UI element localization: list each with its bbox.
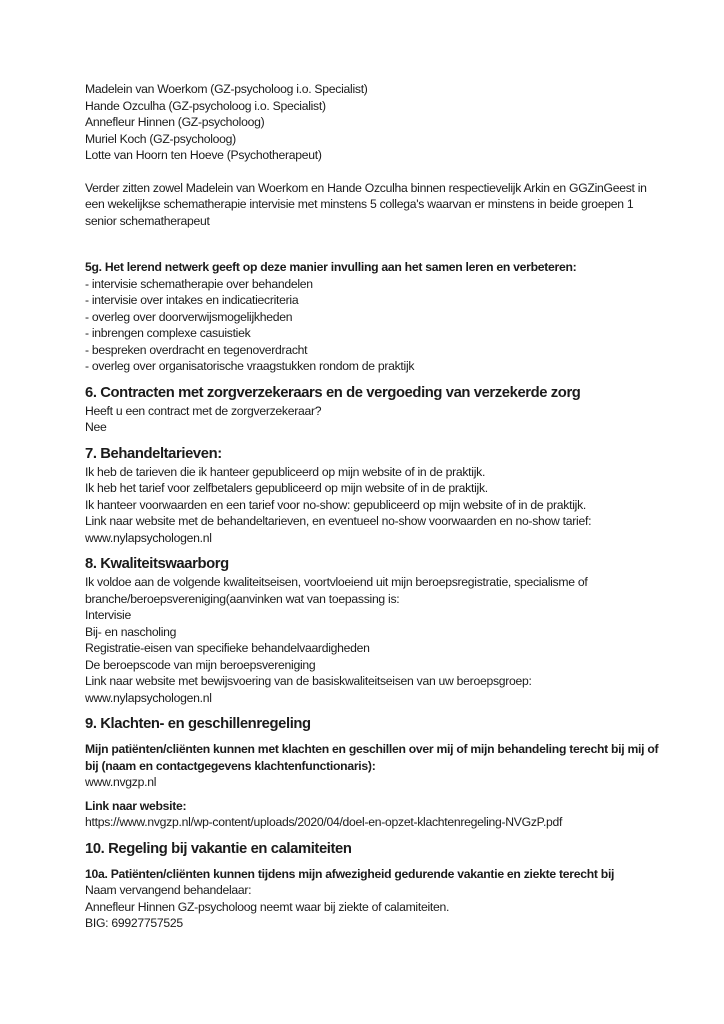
staff-member-line: Hande Ozculha (GZ-psycholoog i.o. Specialist) xyxy=(85,98,326,113)
section-5g-item: - bespreken overdracht en tegenoverdracht xyxy=(85,342,308,357)
section-8 xyxy=(85,555,659,706)
section-9-link-url: https://www.nvgzp.nl/wp-content/uploads/2020/04/doel-en-opzet-klachtenregeling-NVGzP.pdf xyxy=(85,815,563,829)
section-5g xyxy=(85,259,659,375)
staff-list xyxy=(85,81,659,164)
section-6-question: Heeft u een contract met de zorgverzekeraar? xyxy=(85,403,322,418)
staff-member-line: Lotte van Hoorn ten Hoeve (Psychotherapeut) xyxy=(85,148,322,162)
staff-member-line: Muriel Koch (GZ-psycholoog) xyxy=(85,131,236,146)
section-9-link-label: Link naar website: xyxy=(85,798,187,813)
section-7-line: Ik heb het tarief voor zelfbetalers gepubliceerd op mijn website of in de praktijk. xyxy=(85,481,488,495)
section-6-heading: 6. Contracten met zorgverzekeraars en de vergoeding van verzekerde zorg xyxy=(85,384,581,401)
section-8-item: De beroepscode van mijn beroepsvereniging xyxy=(85,657,316,672)
section-8-item: Registratie-eisen van specifieke behandelvaardigheden xyxy=(85,641,370,655)
section-7-line: Ik heb de tarieven die ik hanteer gepubliceerd op mijn website of in de praktijk. xyxy=(85,464,486,479)
section-7-line: Link naar website met de behandeltarieven, en eventueel no-show voorwaarden en no-show tarief: xyxy=(85,514,592,528)
section-5g-item: - intervisie over intakes en indicatiecriteria xyxy=(85,293,299,307)
section-7-website-link: www.nylapsychologen.nl xyxy=(85,530,212,545)
section-7 xyxy=(85,445,659,547)
section-5g-item: - overleg over doorverwijsmogelijkheden xyxy=(85,309,293,324)
section-10 xyxy=(85,840,659,932)
section-7-line: Ik hanteer voorwaarden en een tarief voor no-show: gepubliceerd op mijn website of in de praktijk. xyxy=(85,497,586,512)
replacement-practitioner-label: Naam vervangend behandelaar: xyxy=(85,883,252,897)
section-8-item: Intervisie xyxy=(85,608,131,622)
section-6-answer: Nee xyxy=(85,420,107,434)
section-10-heading: 10. Regeling bij vakantie en calamiteiten xyxy=(85,840,352,857)
section-9-heading: 9. Klachten- en geschillenregeling xyxy=(85,716,311,732)
section-5g-item: - intervisie schematherapie over behandelen xyxy=(85,276,313,291)
section-8-item: Bij- en nascholing xyxy=(85,624,177,639)
intervision-paragraph: Verder zitten zowel Madelein van Woerkom en Hande Ozculha binnen respectievelijk Arkin en GGZinGeest in een wekelijkse schematherapie intervisie met minstens 5 collega's waarvan er minstens in beide groepen 1 senior schematherapeut xyxy=(85,180,647,228)
document-content xyxy=(85,81,659,932)
section-9-bold-intro: Mijn patiënten/cliënten kunnen met klachten en geschillen over mij of mijn behandeling terecht bij mij of bij (naam en contactgegevens klachtenfunctionaris): xyxy=(85,742,659,773)
staff-member-line: Madelein van Woerkom (GZ-psycholoog i.o. Specialist) xyxy=(85,82,368,96)
section-7-heading: 7. Behandeltarieven: xyxy=(85,445,222,462)
section-5g-heading: 5g. Het lerend netwerk geeft op deze manier invulling aan het samen leren en verbeteren: xyxy=(85,260,577,274)
section-5g-item: - inbrengen complexe casuistiek xyxy=(85,326,251,340)
section-8-heading: 8. Kwaliteitswaarborg xyxy=(85,556,229,572)
section-8-item: Link naar website met bewijsvoering van de basiskwaliteitseisen van uw beroepsgroep: xyxy=(85,674,532,688)
section-8-website-link: www.nylapsychologen.nl xyxy=(85,690,212,705)
section-10a-sub-heading: 10a. Patiënten/cliënten kunnen tijdens mijn afwezigheid gedurende vakantie en ziekte terecht bij xyxy=(85,866,615,881)
section-5g-item: - overleg over organisatorische vraagstukken rondom de praktijk xyxy=(85,359,415,373)
big-registration-number: BIG: 69927757525 xyxy=(85,916,183,930)
staff-member-line: Annefleur Hinnen (GZ-psycholoog) xyxy=(85,115,265,129)
section-8-intro: Ik voldoe aan de volgende kwaliteitseisen, voortvloeiend uit mijn beroepsregistratie, specialisme of branche/beroepsvereniging(aanvinken wat van toepassing is: xyxy=(85,575,588,606)
section-9 xyxy=(85,715,659,831)
replacement-practitioner-name: Annefleur Hinnen GZ-psycholoog neemt waar bij ziekte of calamiteiten. xyxy=(85,899,450,914)
section-9-contact-link: www.nvgzp.nl xyxy=(85,775,157,789)
section-6 xyxy=(85,384,659,436)
